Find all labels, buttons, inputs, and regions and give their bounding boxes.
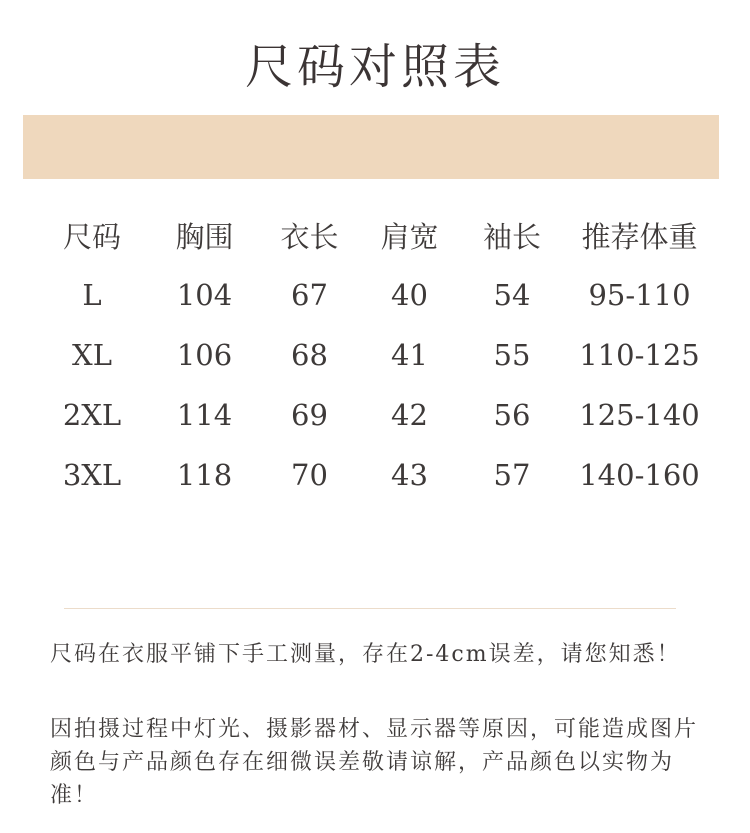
table-cell: L: [82, 278, 102, 312]
table-cell: 55: [493, 338, 531, 372]
table-cell: 67: [291, 278, 328, 312]
table-cell: 41: [391, 338, 428, 372]
header-band: [23, 115, 719, 179]
table-cell: 106: [176, 338, 233, 372]
table-cell: 104: [176, 278, 233, 312]
table-header-row: [42, 205, 722, 265]
table-cell: 2XL: [62, 398, 122, 432]
table-cell: 56: [493, 398, 531, 432]
table-cell: 3XL: [62, 458, 122, 492]
divider: [64, 608, 676, 609]
header-cell-shoulder: 肩宽: [380, 219, 439, 254]
header-cell-chest: 胸围: [175, 219, 234, 254]
header-cell-weight: 推荐体重: [581, 219, 698, 254]
table-cell: 42: [391, 398, 428, 432]
table-cell: 40: [391, 278, 428, 312]
measurement-note: 尺码在衣服平铺下手工测量，存在2-4cm误差，请您知悉！: [50, 642, 681, 667]
table-row: [42, 325, 722, 385]
header-cell-sleeve: 袖长: [482, 219, 541, 254]
table-row: [42, 445, 722, 505]
table-cell: 69: [291, 398, 328, 432]
color-disclaimer-note: 因拍摄过程中灯光、摄影器材、显示器等原因，可能造成图片颜色与产品颜色存在细微误差敬请谅解，产品颜色以实物为准！: [50, 717, 699, 808]
table-cell: 70: [291, 458, 328, 492]
table-cell: 114: [176, 398, 233, 432]
table-cell: 57: [493, 458, 531, 492]
table-cell: 68: [291, 338, 328, 372]
table-cell: 95-110: [588, 278, 691, 312]
table-cell: 125-140: [579, 398, 700, 432]
page-title: 尺码对照表: [244, 39, 505, 95]
table-cell: 43: [391, 458, 428, 492]
size-table: [42, 205, 722, 505]
table-cell: 54: [493, 278, 531, 312]
table-cell: 140-160: [579, 458, 700, 492]
table-cell: 110-125: [579, 338, 700, 372]
header-cell-length: 衣长: [280, 219, 339, 254]
table-row: [42, 265, 722, 325]
table-row: [42, 385, 722, 445]
header-cell-size: 尺码: [62, 219, 121, 254]
table-cell: XL: [72, 338, 112, 372]
table-cell: 118: [176, 458, 233, 492]
